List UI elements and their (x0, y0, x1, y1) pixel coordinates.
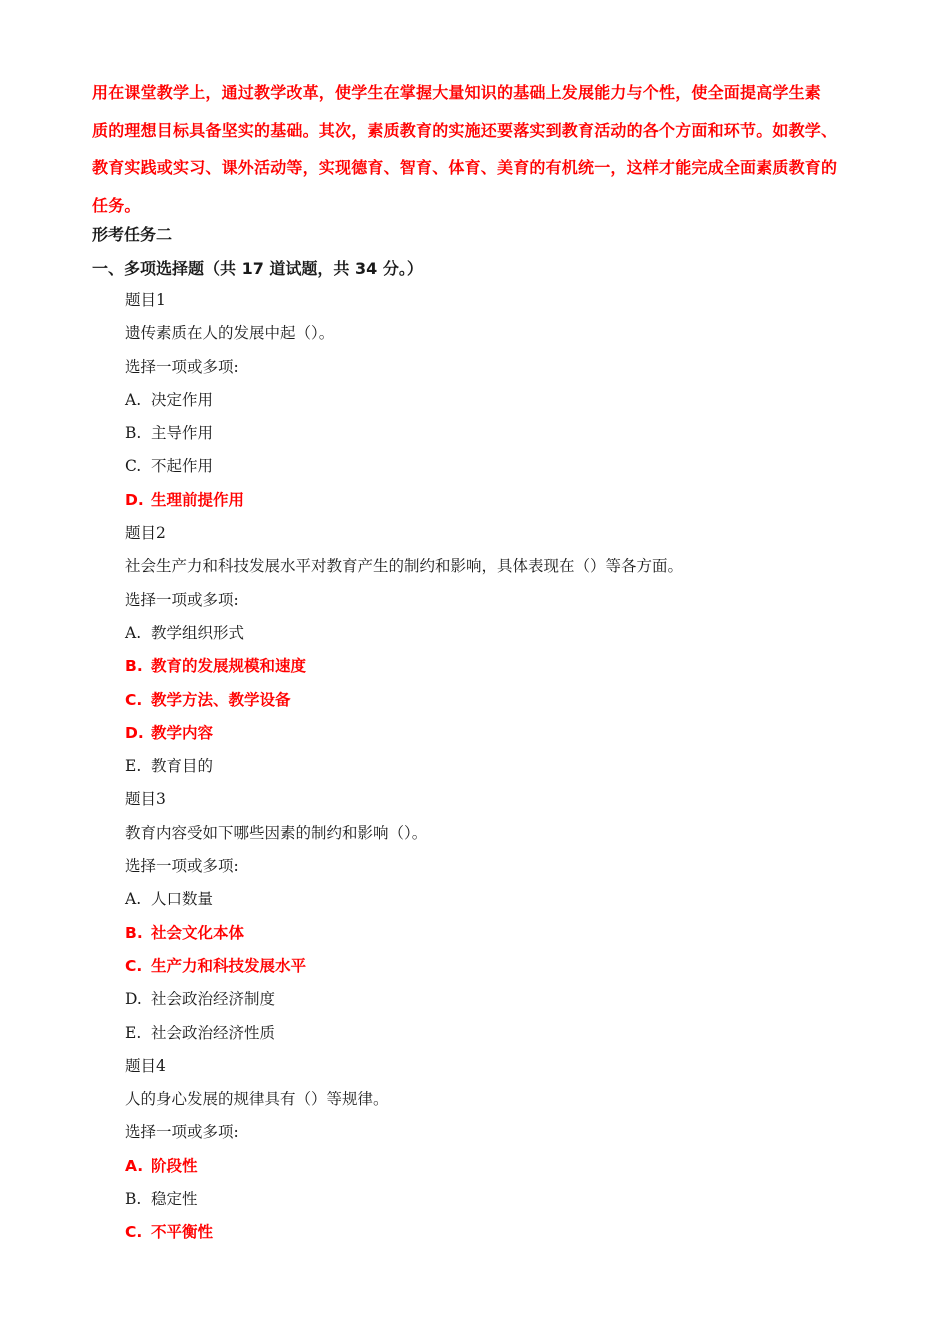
choose-prompt: 选择一项或多项: (125, 1123, 239, 1142)
question-label: 题目1 (125, 291, 166, 309)
question-stem: 教育内容受如下哪些因素的制约和影响（）。 (125, 823, 428, 842)
answer-option (125, 1017, 905, 1050)
question-stem: 遗传素质在人的发展中起（）。 (125, 324, 335, 343)
choose-prompt: 选择一项或多项: (125, 857, 239, 876)
option-text: 社会文化本体 (151, 923, 245, 942)
question-stem: 人的身心发展的规律具有（）等规律。 (125, 1090, 389, 1109)
question-list (125, 284, 905, 1250)
answer-option (125, 617, 905, 650)
option-letter: A. (125, 1156, 144, 1175)
option-letter: E. (125, 757, 142, 776)
intro-line-3: 教育实践或实习、课外活动等，实现德育、智育、体育、美育的有机统一，这样才能完成全面素质教育的 (92, 158, 838, 177)
answer-option (125, 750, 905, 783)
answer-option (125, 950, 905, 983)
option-letter: C. (125, 1223, 143, 1242)
intro-line-1: 用在课堂教学上，通过教学改革，使学生在掌握大量知识的基础上发展能力与个性，使全面提高学生素 (92, 83, 822, 102)
answer-option (125, 417, 905, 450)
option-text: 教学方法、教学设备 (151, 690, 291, 709)
option-letter: B. (125, 657, 143, 676)
option-text: 不起作用 (151, 457, 214, 476)
intro-line-2: 质的理想目标具备坚实的基础。其次，素质教育的实施还要落实到教育活动的各个方面和环节。如教学、 (92, 120, 838, 140)
option-letter: D. (125, 990, 142, 1009)
option-letter: A. (125, 390, 142, 409)
option-text: 生产力和科技发展水平 (151, 956, 307, 975)
answer-option (125, 1216, 905, 1249)
option-text: 社会政治经济性质 (151, 1023, 276, 1042)
option-text: 阶段性 (151, 1156, 198, 1175)
answer-option (125, 717, 905, 750)
answer-option (125, 883, 905, 916)
choose-prompt: 选择一项或多项: (125, 590, 239, 609)
option-letter: D. (125, 723, 144, 742)
question-label: 题目4 (125, 1056, 166, 1075)
option-letter: C. (125, 956, 143, 975)
answer-option (125, 917, 905, 950)
question-label: 题目3 (125, 790, 166, 809)
option-text: 教育目的 (151, 757, 214, 776)
option-text: 教育的发展规模和速度 (151, 657, 307, 676)
question-stem: 社会生产力和科技发展水平对教育产生的制约和影响，具体表现在（）等各方面。 (125, 557, 684, 576)
option-letter: E. (125, 1023, 142, 1042)
answer-option (125, 1150, 905, 1183)
answer-option (125, 484, 905, 517)
option-letter: C. (125, 457, 142, 476)
answer-option (125, 450, 905, 483)
option-letter: A. (125, 623, 142, 642)
question-label: 题目2 (125, 524, 166, 543)
answer-option (125, 1183, 905, 1216)
option-letter: A. (125, 890, 142, 909)
option-text: 人口数量 (151, 890, 214, 909)
option-text: 教学内容 (151, 723, 214, 742)
intro-paragraph (92, 74, 852, 224)
option-text: 稳定性 (151, 1190, 198, 1209)
option-letter: B. (125, 1190, 142, 1209)
answer-option (125, 650, 905, 683)
option-text: 决定作用 (151, 390, 214, 409)
option-letter: B. (125, 424, 142, 443)
option-text: 社会政治经济制度 (151, 990, 276, 1009)
answer-option (125, 983, 905, 1016)
choose-prompt: 选择一项或多项: (125, 357, 239, 376)
option-text: 不平衡性 (151, 1223, 214, 1242)
intro-line-4: 任务。 (92, 195, 141, 215)
option-text: 教学组织形式 (151, 623, 245, 642)
option-text: 生理前提作用 (151, 490, 245, 509)
option-letter: D. (125, 490, 144, 509)
option-letter: C. (125, 690, 143, 709)
answer-option (125, 384, 905, 417)
option-letter: B. (125, 923, 143, 942)
option-text: 主导作用 (151, 424, 214, 443)
answer-option (125, 684, 905, 717)
section-title: 形考任务二 (92, 225, 173, 244)
part-title: 一、多项选择题（共 17 道试题，共 34 分。） (92, 259, 423, 278)
